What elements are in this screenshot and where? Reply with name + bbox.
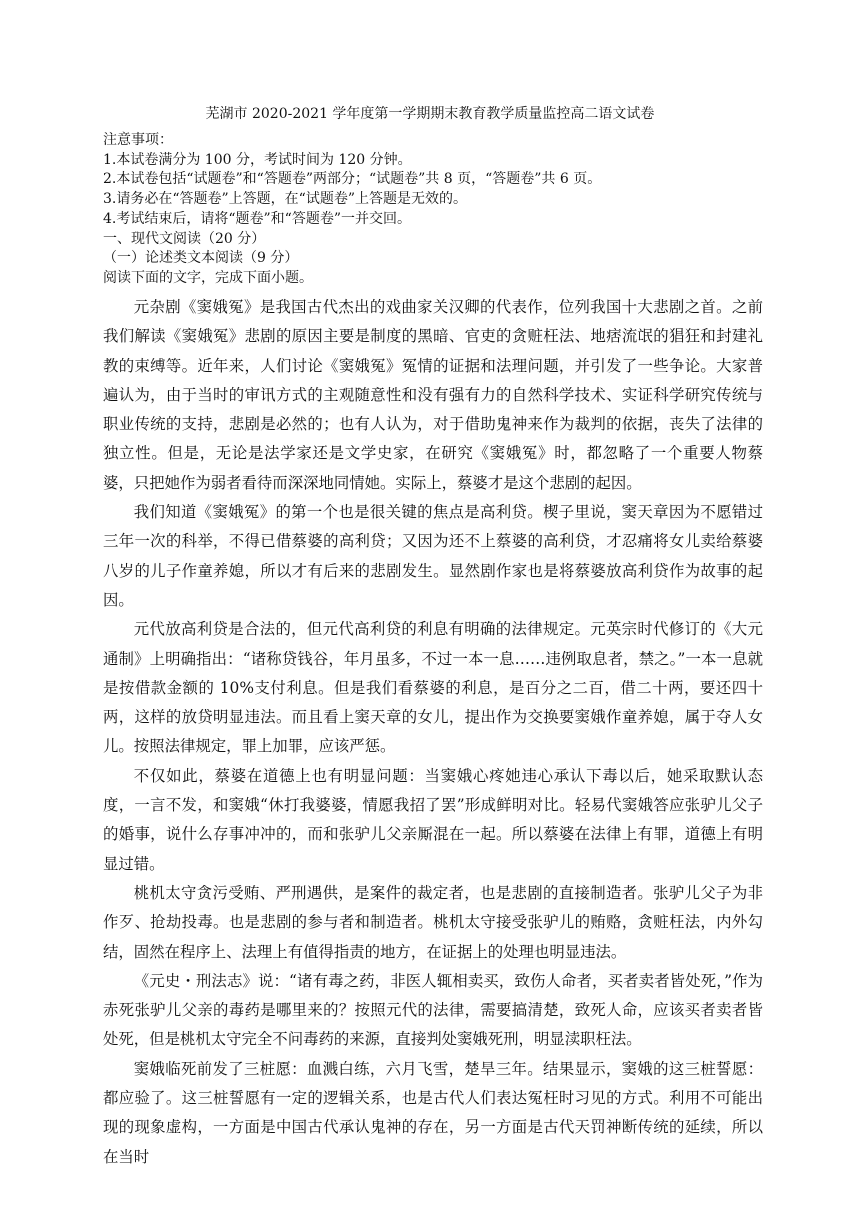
passage-paragraph: 不仅如此，蔡婆在道德上也有明显问题：当窦娥心疼她违心承认下毒以后，她采取默认态度，一言不发，和窦娥“休打我婆婆，情愿我招了罢”形成鲜明对比。轻易代窦娥答应张驴儿父子的婚事，说什么存事冲冲的，而和张驴儿父亲厮混在一起。所以蔡婆在法律上有罪，道德上有明显过错。 [103, 766, 763, 873]
notice-item: 4.考试结束后，请将“题卷”和“答题卷”一并交回。 [103, 210, 411, 227]
passage-paragraph: 桃机太守贪污受贿、严刑遇供，是案件的裁定者，也是悲剧的直接制造者。张驴儿父子为非作歹、抢劫投毒。也是悲剧的参与者和制造者。桃机太守接受张驴儿的贿赂，贪赃枉法，内外勾结，固然在程序上、法理上有值得指责的地方，在证据上的处理也明显违法。 [103, 883, 763, 961]
notice-item: 2.本试卷包括“试题卷”和“答题卷”两部分；“试题卷”共 8 页，“答题卷”共 6 页。 [103, 171, 602, 188]
passage-paragraph: 窦娥临死前发了三桩愿：血溅白练，六月飞雪，楚旱三年。结果显示，窦娥的这三桩誓愿：都应验了。这三桩誓愿有一定的逻辑关系，也是古代人们表达冤枉时习见的方式。利用不可能出现的现象虚构，一方面是中国古代承认鬼神的存在，另一方面是古代天罚神断传统的延续，所以在当时 [103, 1059, 763, 1166]
exam-title: 芜湖市 2020-2021 学年度第一学期期末教育教学质量监控高二语文试卷 [205, 106, 655, 122]
section-subheading: （一）论述类文本阅读（9 分） [103, 250, 299, 267]
section-heading: 一、现代文阅读（20 分） [103, 230, 266, 247]
notice-item: 3.请务必在“答题卷”上答题，在“试题卷”上答题是无效的。 [103, 191, 467, 208]
passage-paragraph: 我们知道《窦娥冤》的第一个也是很关键的焦点是高利贷。楔子里说，窦天章因为不愿错过三年一次的科举，不得已借蔡婆的高利贷；又因为还不上蔡婆的高利贷，才忍痛将女儿卖给蔡婆八岁的儿子作童养媳，所以才有后来的悲剧发生。显然剧作家也是将蔡婆放高利贷作为故事的起因。 [103, 503, 763, 609]
notice-item: 1.本试卷满分为 100 分，考试时间为 120 分钟。 [103, 151, 412, 168]
notice-section [103, 131, 763, 289]
passage-paragraph: 《元史・刑法志》说：“诸有毒之药，非医人辄相卖买，致伤人命者，买者卖者皆处死，”作为赤死张驴儿父亲的毒药是哪里来的？按照元代的法律，需要搞清楚，致死人命，应该买者卖者皆处死，但是桃机太守完全不问毒药的来源，直接判处窦娥死刑，明显渎职枉法。 [103, 971, 763, 1049]
reading-instruction: 阅读下面的文字，完成下面小题。 [103, 269, 313, 286]
passage-paragraph: 元代放高利贷是合法的，但元代高利贷的利息有明确的法律规定。元英宗时代修订的《大元通制》上明确指出：“诸称贷钱谷，年月虽多，不过一本一息……违例取息者，禁之。”一本一息就是按借款金额的 10%支付利息。但是我们看蔡婆的利息，是百分之二百，借二十两，要还四十两，这样的放贷明显违法。而且看上窦天章的女儿，提出作为交换要窦娥作童养媳，属于夺人女儿。按照法律规定，罪上加罪，应该严惩。 [103, 620, 763, 756]
passage-paragraph: 元杂剧《窦娥冤》是我国古代杰出的戏曲家关汉卿的代表作，位列我国十大悲剧之首。之前我们解读《窦娥冤》悲剧的原因主要是制度的黑暗、官吏的贪赃枉法、地痞流氓的猖狂和封建礼教的束缚等。近年来，人们讨论《窦娥冤》冤情的证据和法理问题，并引发了一些争论。大家普遍认为，由于当时的审讯方式的主观随意性和没有强有力的自然科学技术、实证科学研究传统与职业传统的支持，悲剧是必然的；也有人认为，对于借助鬼神来作为裁判的依据，丧失了法律的独立性。但是，无论是法学家还是文学史家，在研究《窦娥冤》时，都忽略了一个重要人物蔡婆，只把她作为弱者看待而深深地同情她。实际上，蔡婆才是这个悲剧的起因。 [103, 298, 763, 492]
reading-passage [103, 293, 763, 1172]
notice-heading: 注意事项： [103, 132, 173, 148]
